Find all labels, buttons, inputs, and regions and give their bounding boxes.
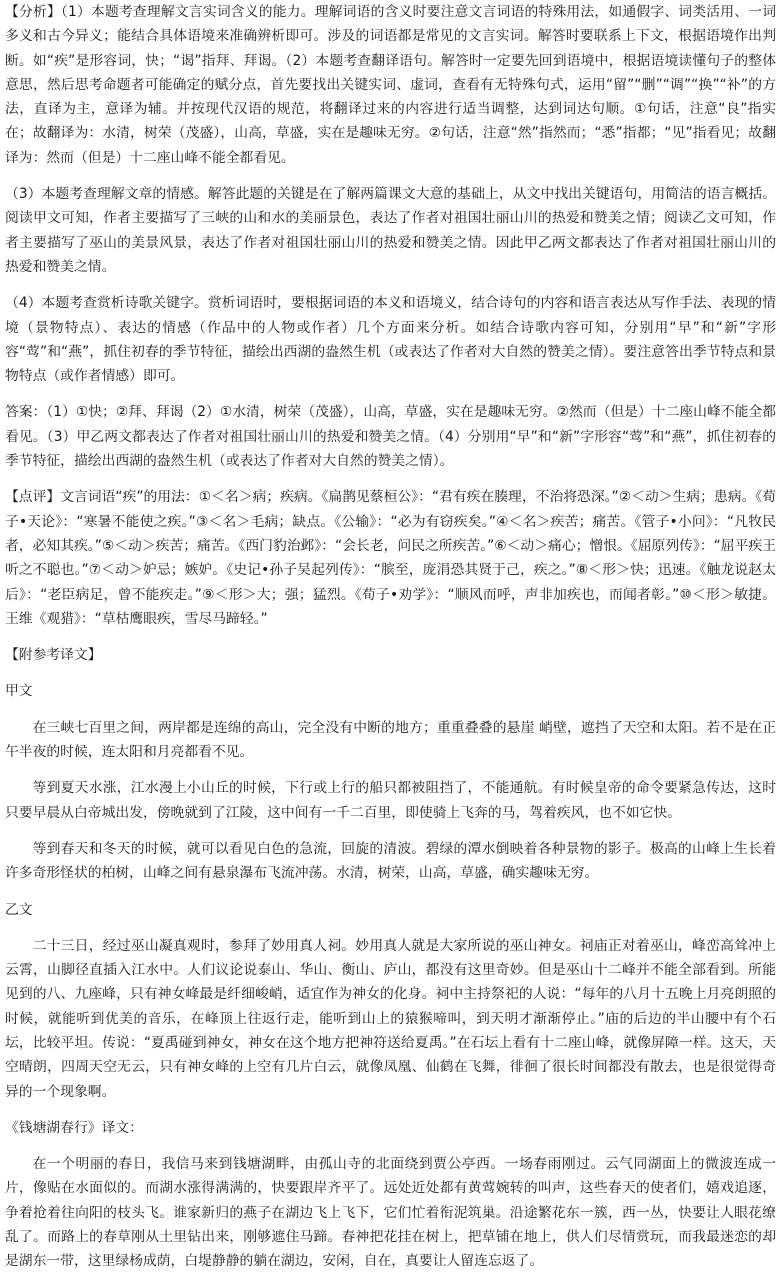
- answer-paragraph: 答案：（1）①快；②拜、拜谒（2）①水清，树荣（茂盛），山高，草盛，实在是趣味无穷。②然而（但是）十二座山峰不能全都看见。（3）甲乙两文都表达了作者对祖国壮丽山川的热爱和赞美之情。（4）分别用“早”和“新”字形容“莺”和“燕”，抓住初春的季节特征，描绘出西湖的盎然生机（或表达了作者对大自然的赞美之情）。: [5, 404, 776, 470]
- jia-paragraph-1: 在三峡七百里之间，两岸都是连绵的高山，完全没有中断的地方；重重叠叠的悬崖 峭壁，遮挡了天空和太阳。若不是在正午半夜的时候，连太阳和月亮都看不见。: [5, 719, 776, 761]
- analysis-paragraph-4: （4）本题考查赏析诗歌关键字。赏析词语时，要根据词语的本义和语境义，结合诗句的内容和语言表达从写作手法、表现的情境（景物特点）、表达的情感（作品中的人物或作者）几个方面来分析。如结合诗歌内容可知，分别用“早”和“新”字形容“莺”和“燕”，抓住初春的季节特征，描绘出西湖的盎然生机（或表达了作者对大自然的赞美之情）。要注意答出季节特点和景物特点（或作者情感）即可。: [5, 295, 776, 385]
- comment-paragraph: 【点评】文言词语“疾”的用法：①＜名＞病；疾病。《扁鹊见蔡桓公》：“君有疾在腠理，不治将恐深。”②＜动＞生病；患病。《荀子•天论》：“寒暑不能使之疾。”③＜名＞毛病；缺点。《公输》：“必为有窃疾矣。”④＜名＞疾苦；痛苦。《管子•小问》：“凡牧民者，必知其疾。”⑤＜动＞疾苦；痛苦。《西门豹治邺》：“会长老，问民之所疾苦。”⑥＜动＞痛心；憎恨。《屈原列传》：“屈平疾王听之不聪也。”⑦＜动＞妒忌；嫉妒。《史记•孙子吴起列传》：“膑至，庞涓恐其贤于己，疾之。”⑧＜形＞快；迅速。《触龙说赵太后》：“老臣病足，曾不能疾走。”⑨＜形＞大；强；猛烈。《荀子•劝学》：“顺风而呼，声非加疾也，而闻者彰。”⑩＜形＞敏捷。王维《观猎》：“草枯鹰眼疾，雪尽马蹄轻。”: [5, 489, 776, 627]
- yi-label: 乙文: [5, 901, 33, 918]
- translation-heading: 【附参考译文】: [5, 647, 102, 664]
- yi-paragraph: 二十三日，经过巫山凝真观时，参拜了妙用真人祠。妙用真人就是大家所说的巫山神女。祠庙正对着巫山，峰峦高耸冲上云霄，山脚径直插入江水中。人们议论说泰山、华山、衡山、庐山，都没有这里奇妙。但是巫山十二峰并不能全部看到。所能见到的八、九座峰，只有神女峰最是纤细峻峭，适宜作为神女的化身。祠中主持祭祀的人说：“每年的八月十五晚上月亮朗照的时候，就能听到优美的音乐，在峰顶上往返行走，能听到山上的猿猴啼叫，到天明才渐渐停止。”庙的后边的半山腰中有个石坛，比较平坦。传说：“夏禹碰到神女，神女在这个地方把神符送给夏禹。”在石坛上看有十二座山峰，就像屏障一样。这天，天空晴朗，四周天空无云，只有神女峰的上空有几片白云，就像凤凰、仙鹤在飞舞，徘徊了很长时间都没有散去，也是很觉得奇异的一个现象啊。: [5, 937, 776, 1100]
- jia-paragraph-3: 等到春天和冬天的时候，就可以看见白色的急流，回旋的清波。碧绿的潭水倒映着各种景物的影子。极高的山峰上生长着许多奇形怪状的柏树，山峰之间有悬泉瀑布飞流冲荡。水清，树荣，山高，草盛，确实趣味无穷。: [5, 840, 776, 882]
- poem-translation-paragraph: 在一个明丽的春日，我信马来到钱塘湖畔，由孤山寺的北面绕到贾公亭西。一场春雨刚过。云气同湖面上的微波连成一片，像贴在水面似的。而湖水涨得满满的，快要跟岸齐平了。远处近处都有黄莺婉转的叫声，这些春天的使者们，嬉戏追逐，争着抢着往向阳的枝头飞。谁家新归的燕子在湖边飞上飞下，它们忙着衔泥筑巢。沿途繁花东一簇，西一丛，快要让人眼花缭乱了。而路上的春草刚从土里钻出来，刚够遮住马蹄。春神把花挂在树上，把草铺在地上，供人们尽情赏玩，而我最迷恋的却是湖东一带，这里绿杨成荫，白堤静静的躺在湖边，安闲，自在，真要让人留连忘返了。: [5, 1156, 776, 1270]
- analysis-paragraph-1: 【分析】（1）本题考查理解文言实词含义的能力。理解词语的含义时要注意文言词语的特殊用法，如通假字、词类活用、一词多义和古今异义；能结合具体语境来准确辨析即可。涉及的词语都是常见的文言实词。解答时要联系上下文，根据语境作出判断。如“疾”是形容词，快；“谒”指拜、拜谒。（2）本题考查翻译语句。解答时一定要先回到语境中，根据语境读懂句子的整体意思，然后思考命题者可能确定的赋分点，首先要找出关键实词、虚词，查看有无特殊句式，运用“留”“删”“调”“换”“补”的方法，直译为主，意译为辅。并按现代汉语的规范，将翻译过来的内容进行适当调整，达到词达句顺。①句话，注意“良”指实在；故翻译为：水清，树荣（茂盛），山高，草盛，实在是趣味无穷。②句话，注意“然”指然而；“悉”指都；“见”指看见；故翻译为：然而（但是）十二座山峰不能全都看见。: [5, 4, 776, 166]
- jia-paragraph-2: 等到夏天水涨，江水漫上小山丘的时候，下行或上行的船只都被阻挡了，不能通航。有时候皇帝的命令要紧急传达，这时只要早晨从白帝城出发，傍晚就到了江陵，这中间有一千二百里，即使骑上飞奔的马，驾着疾风，也不如它快。: [5, 780, 776, 821]
- analysis-paragraph-3: （3）本题考查理解文章的情感。解答此题的关键是在了解两篇课文大意的基础上，从文中找出关键语句，用简洁的语言概括。阅读甲文可知，作者主要描写了三峡的山和水的美丽景色，表达了作者对祖国壮丽山川的热爱和赞美之情；阅读乙文可知，作者主要描写了巫山的美景风景，表达了作者对祖国壮丽山川的热爱和赞美之情。因此甲乙两文都表达了作者对祖国壮丽山川的热爱和赞美之情。: [5, 186, 776, 275]
- poem-translation-label: 《钱塘湖春行》译文：: [5, 1119, 143, 1136]
- jia-label: 甲文: [5, 683, 33, 700]
